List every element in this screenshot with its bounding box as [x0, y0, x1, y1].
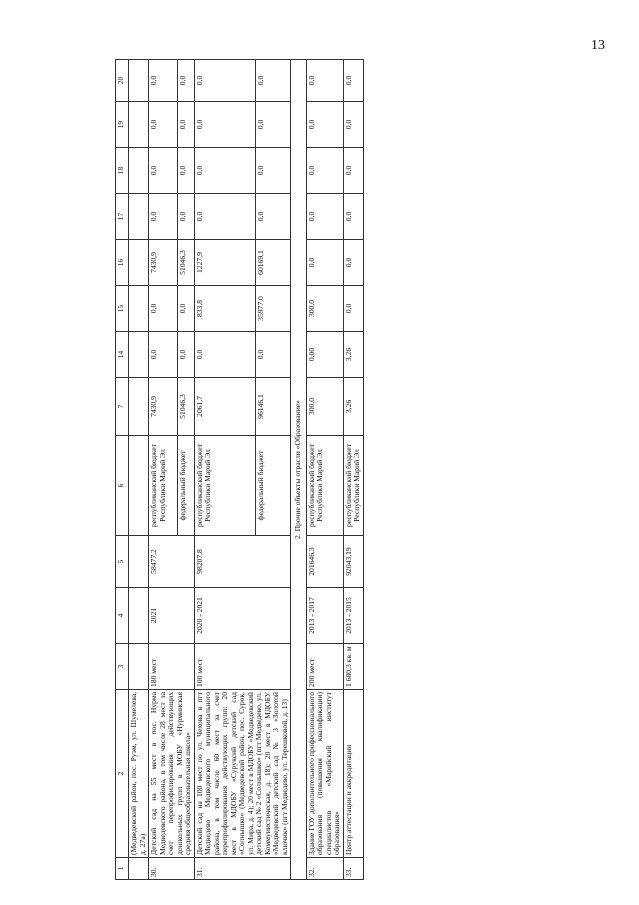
cell-c19: 0,0 — [255, 102, 290, 148]
cell-empty — [129, 644, 149, 690]
rotated-table-container — [115, 60, 615, 880]
cell-c18: 0,0 — [177, 148, 194, 194]
col-header-3: 3 — [116, 644, 129, 690]
cell-c16: 0,0 — [306, 240, 343, 286]
table-row — [129, 60, 149, 880]
cell-c7: 3,26 — [343, 378, 363, 436]
section-row — [291, 60, 307, 880]
cell-c7: 51046,3 — [177, 378, 194, 436]
cell-capacity: 100 мест — [194, 644, 291, 690]
cell-c7: 96146,1 — [255, 378, 290, 436]
cell-c14: 0,0 — [149, 332, 178, 378]
cell-c17: 0,0 — [255, 194, 290, 240]
cell-c17: 0,0 — [177, 194, 194, 240]
page-number: 13 — [591, 38, 605, 53]
col-header-1: 1 — [116, 858, 129, 880]
cell-capacity: 1 680,3 кв. м — [343, 644, 363, 690]
cell-num: 30. — [149, 858, 195, 880]
col-header-11: 17 — [116, 194, 129, 240]
col-header-14: 20 — [116, 60, 129, 102]
cell-c17: 0,0 — [343, 194, 363, 240]
cell-c20: 0,0 — [177, 60, 194, 102]
cell-c16: 0,0 — [343, 240, 363, 286]
cell-source: республиканский бюджет Республики Марий Эл — [306, 436, 343, 536]
cell-source: республиканский бюджет Республики Марий Эл — [149, 436, 178, 536]
cell-c18: 0,0 — [255, 148, 290, 194]
cell-source: федеральный бюджет — [255, 436, 290, 536]
cell-period: 2021 — [149, 588, 195, 644]
cell-period: 2020 - 2021 — [194, 588, 291, 644]
table-row — [343, 60, 363, 880]
cell-c19: 0,0 — [177, 102, 194, 148]
cell-num: 31. — [194, 858, 291, 880]
cell-c15: 300,0 — [306, 286, 343, 332]
cell-name: Здание ГОУ дополнительного профессионального образования (повышения квалификации) специалистов «Марийский институт образования» — [306, 690, 343, 858]
cell-empty — [129, 102, 149, 148]
cell-capacity: 200 мест — [306, 644, 343, 690]
cell-empty — [129, 332, 149, 378]
cell-name: Центр аттестации и аккредитации — [343, 690, 363, 858]
investment-table — [115, 59, 364, 880]
col-header-2: 2 — [116, 690, 129, 858]
section-title: 2. Прочие объекты отрасли «Образование» — [291, 60, 307, 880]
cell-cost: 92043,19 — [343, 536, 363, 588]
cell-c19: 0,0 — [343, 102, 363, 148]
cell-source: республиканский бюджет Республики Марий Эл — [343, 436, 363, 536]
cell-num: 33. — [343, 858, 363, 880]
cell-empty — [129, 148, 149, 194]
cell-c20: 0,0 — [306, 60, 343, 102]
cell-name: Детский сад на 100 мест по ул. Чехова в пгт Медведево Медведевского муниципального района, в том числе 60 мест за счет перепрофилирования действующих групп: 20 мест в МДОБУ «Суруксий детский сад «Солнышко» (Медведевский район, пос. Сурок, ул. Мира, д. 4); 20 мест в МДОБУ «Медведевский детский сад № 2 «Солнышко» (пгт Медведево, ул. Коммунистическая, д. 18); 20 мест в МДОБУ «Медведевский детский сад № 3 «Золотой ключик» (пгт Медведево, ул. Терешковой, д. 13) — [194, 690, 291, 858]
cell-c14: 0,0 — [194, 332, 255, 378]
cell-source: республиканский бюджет Республики Марий Эл — [194, 436, 255, 536]
cell-c18: 0,0 — [149, 148, 178, 194]
cell-name: (Медведевский район, пос. Руэм, ул. Шумелева, д. 27а) — [129, 690, 149, 858]
cell-c16: 51046,3 — [177, 240, 194, 286]
col-header-4: 4 — [116, 588, 129, 644]
cell-name: Детский сад на 55 мест в пос. Нурма Медведевского района, в том числе 28 мест за счет перепрофилирования действующих дошкольных групп в МОБУ «Нурминская средняя общеобразовательная школа» — [149, 690, 195, 858]
cell-c7: 2061,7 — [194, 378, 255, 436]
cell-num: 32. — [306, 858, 343, 880]
cell-capacity: 180 мест — [149, 644, 195, 690]
cell-c20: 0,0 — [343, 60, 363, 102]
table-row — [149, 60, 178, 880]
col-header-13: 19 — [116, 102, 129, 148]
cell-c20: 0,0 — [149, 60, 178, 102]
cell-cost: 201646,3 — [306, 536, 343, 588]
cell-c14: 0,0 — [177, 332, 194, 378]
cell-c18: 0,0 — [194, 148, 255, 194]
cell-c14: 0,00 — [306, 332, 343, 378]
cell-c17: 0,0 — [149, 194, 178, 240]
cell-c15: 35977,0 — [255, 286, 290, 332]
cell-source: федеральный бюджет — [177, 436, 194, 536]
cell-c20: 0,0 — [194, 60, 255, 102]
cell-c15: 0,0 — [177, 286, 194, 332]
col-header-8: 14 — [116, 332, 129, 378]
col-header-9: 15 — [116, 286, 129, 332]
cell-cost: 98207,8 — [194, 536, 291, 588]
cell-c19: 0,0 — [149, 102, 178, 148]
cell-empty — [129, 436, 149, 536]
cell-c15: 833,8 — [194, 286, 255, 332]
cell-c18: 0,0 — [343, 148, 363, 194]
cell-c20: 0,0 — [255, 60, 290, 102]
col-header-12: 18 — [116, 148, 129, 194]
cell-num — [129, 858, 149, 880]
cell-c19: 0,0 — [306, 102, 343, 148]
cell-period: 2013 - 2015 — [343, 588, 363, 644]
cell-c16: 60169,1 — [255, 240, 290, 286]
col-header-10: 16 — [116, 240, 129, 286]
cell-c15: 0,0 — [149, 286, 178, 332]
col-header-5: 5 — [116, 536, 129, 588]
cell-c17: 0,0 — [306, 194, 343, 240]
cell-empty — [129, 286, 149, 332]
table-row — [194, 60, 255, 880]
cell-cost: 58477,2 — [149, 536, 195, 588]
col-header-6: 6 — [116, 436, 129, 536]
cell-c18: 0,0 — [306, 148, 343, 194]
table-row — [306, 60, 343, 880]
cell-empty — [129, 194, 149, 240]
cell-c16: 7430,9 — [149, 240, 178, 286]
cell-empty — [129, 60, 149, 102]
cell-c7: 300,0 — [306, 378, 343, 436]
cell-c19: 0,0 — [194, 102, 255, 148]
cell-c14: 0,0 — [255, 332, 290, 378]
cell-empty — [129, 588, 149, 644]
cell-period: 2013 - 2017 — [306, 588, 343, 644]
cell-empty — [129, 536, 149, 588]
cell-c15: 0,0 — [343, 286, 363, 332]
col-header-7: 7 — [116, 378, 129, 436]
cell-c7: 7430,9 — [149, 378, 178, 436]
cell-c17: 0,0 — [194, 194, 255, 240]
cell-c16: 1227,9 — [194, 240, 255, 286]
header-row — [116, 60, 129, 880]
cell-empty — [129, 240, 149, 286]
cell-empty — [129, 378, 149, 436]
cell-c14: 3,26 — [343, 332, 363, 378]
